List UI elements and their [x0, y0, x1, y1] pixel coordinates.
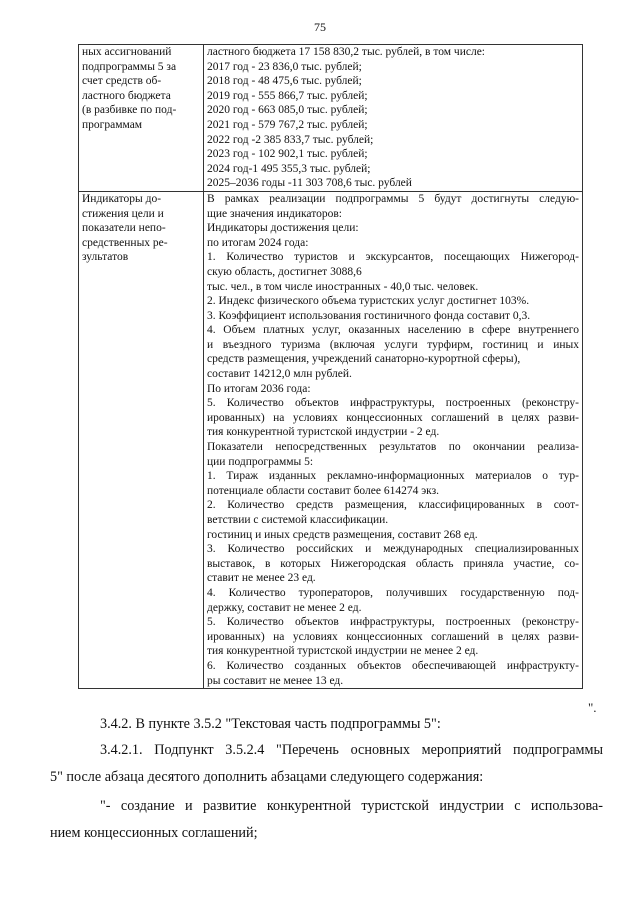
content-line: Индикаторы достижения цели: [207, 222, 359, 235]
content-line: 1. Количество туристов и экскурсантов, посещающих Нижегород- [207, 251, 579, 264]
content-line: 6. Количество созданных объектов обеспечивающей инфраструкту- [207, 659, 579, 672]
content-line: 2023 год - 102 902,1 тыс. рублей; [207, 148, 368, 161]
content-line: средств размещения, учреждений санаторно-курортной сферы), [207, 353, 521, 366]
content-line: 2020 год - 663 085,0 тыс. рублей; [207, 104, 368, 117]
content-line: 2021 год - 579 767,2 тыс. рублей; [207, 118, 368, 131]
content-line: тия конкурентной туристской индустрии - 2 ед. [207, 426, 440, 439]
content-line: 2018 год - 48 475,6 тыс. рублей; [207, 75, 362, 88]
content-line: ластного бюджета 17 158 830,2 тыс. рублей, в том числе: [207, 46, 485, 58]
content-line: по итогам 2024 года: [207, 236, 309, 249]
content-line: 4. Объем платных услуг, оказанных населению в сфере внутреннего [207, 324, 579, 337]
content-line: 5. Количество объектов инфраструктуры, построенных (реконстру- [207, 616, 579, 629]
content-line: 2017 год - 23 836,0 тыс. рублей; [207, 60, 362, 73]
paragraph-3-4-2-1 [50, 737, 603, 791]
content-line: держку, составит не менее 2 ед. [207, 601, 362, 614]
label-line: Индикаторы до- [82, 192, 162, 205]
label-line: ных ассигнований [82, 46, 172, 58]
content-line: 3. Количество российских и международных специализированных [207, 543, 579, 556]
row-label-cell [79, 191, 204, 688]
label-line: ластного бюджета [82, 89, 171, 102]
content-line: ированных) на условиях концессионных соглашений в целях разви- [207, 411, 579, 424]
page-number: 75 [314, 20, 326, 34]
content-line: В рамках реализации подпрограммы 5 будут достигнуты следую- [207, 192, 579, 205]
paragraph-line: 3.4.2.1. Подпункт 3.5.2.4 "Перечень основных мероприятий подпрограммы [100, 742, 603, 758]
label-line: программам [82, 118, 143, 131]
content-line: 2. Индекс физического объема туристских услуг достигнет 103%. [207, 295, 530, 308]
paragraph-quoted-item [50, 793, 603, 847]
content-line: потенциале области составит более 614274 экз. [207, 484, 440, 497]
content-line: 2019 год - 555 866,7 тыс. рублей; [207, 89, 368, 102]
content-line: ры составит не менее 13 ед. [207, 674, 344, 687]
content-line: скую область, достигнет 3088,6 [207, 265, 362, 278]
label-line: подпрограммы 5 за [82, 60, 177, 73]
content-line: тыс. чел., в том числе иностранных - 40,0 тыс. человек. [207, 280, 479, 293]
row-content-cell [204, 45, 583, 192]
content-line: 2022 год -2 385 833,7 тыс. рублей; [207, 133, 374, 146]
content-line: ветствии с системой классификации. [207, 514, 389, 526]
content-line: гостиниц и иных средств размещения, составит 268 ед. [207, 528, 478, 541]
content-line: составит 14212,0 млн рублей. [207, 368, 352, 381]
paragraph-3-4-2 [50, 711, 603, 738]
content-line: выставок, в которых Нижегородская область приняла участие, со- [207, 557, 579, 570]
paragraph-line: "- создание и развитие конкурентной туристской индустрии с использова- [100, 798, 603, 814]
content-line: 4. Количество туроператоров, получивших государственную под- [207, 586, 579, 599]
paragraph-line: нием концессионных соглашений; [50, 825, 258, 841]
content-line: щие значения индикаторов: [207, 207, 342, 220]
label-line: (в разбивке по под- [82, 104, 177, 117]
content-line: 2025–2036 годы -11 303 708,6 тыс. рублей [207, 177, 412, 190]
label-line: стижения цели и [82, 207, 164, 220]
content-line: тия конкурентной туристской индустрии не менее 2 ед. [207, 645, 479, 658]
label-line: средственных ре- [82, 236, 168, 249]
content-line: 5. Количество объектов инфраструктуры, построенных (реконстру- [207, 397, 579, 410]
row-content-cell [204, 191, 583, 688]
content-line: ции подпрограммы 5: [207, 455, 314, 468]
content-line: ставит не менее 23 ед. [207, 572, 316, 585]
content-line: Показатели непосредственных результатов по окончании реализа- [207, 441, 579, 454]
label-line: счет средств об- [82, 75, 162, 88]
content-line: ированных) на условиях концессионных соглашений в целях разви- [207, 630, 579, 643]
table-row [79, 45, 583, 192]
closing-quote: ". [588, 700, 597, 715]
content-line: 3. Коэффициент использования гостиничного фонда составит 0,3. [207, 309, 531, 322]
content-line: и въездного туризма (включая услуги турфирм, гостиниц и иных [207, 338, 579, 351]
table-row [79, 191, 583, 688]
paragraph-line: 3.4.2. В пункте 3.5.2 "Текстовая часть подпрограммы 5": [100, 716, 441, 732]
content-line: 1. Тираж изданных рекламно-информационных материалов о тур- [207, 470, 579, 483]
label-line: показатели непо- [82, 222, 166, 235]
content-line: 2024 год-1 495 355,3 тыс. рублей; [207, 162, 371, 175]
content-line: По итогам 2036 года: [207, 382, 311, 395]
content-line: 2. Количество средств размещения, классифицированных в соот- [207, 499, 579, 512]
paragraph-line: 5" после абзаца десятого дополнить абзацами следующего содержания: [50, 769, 484, 785]
row-label-cell [79, 45, 204, 192]
passport-table [78, 44, 583, 689]
label-line: зультатов [82, 251, 129, 264]
